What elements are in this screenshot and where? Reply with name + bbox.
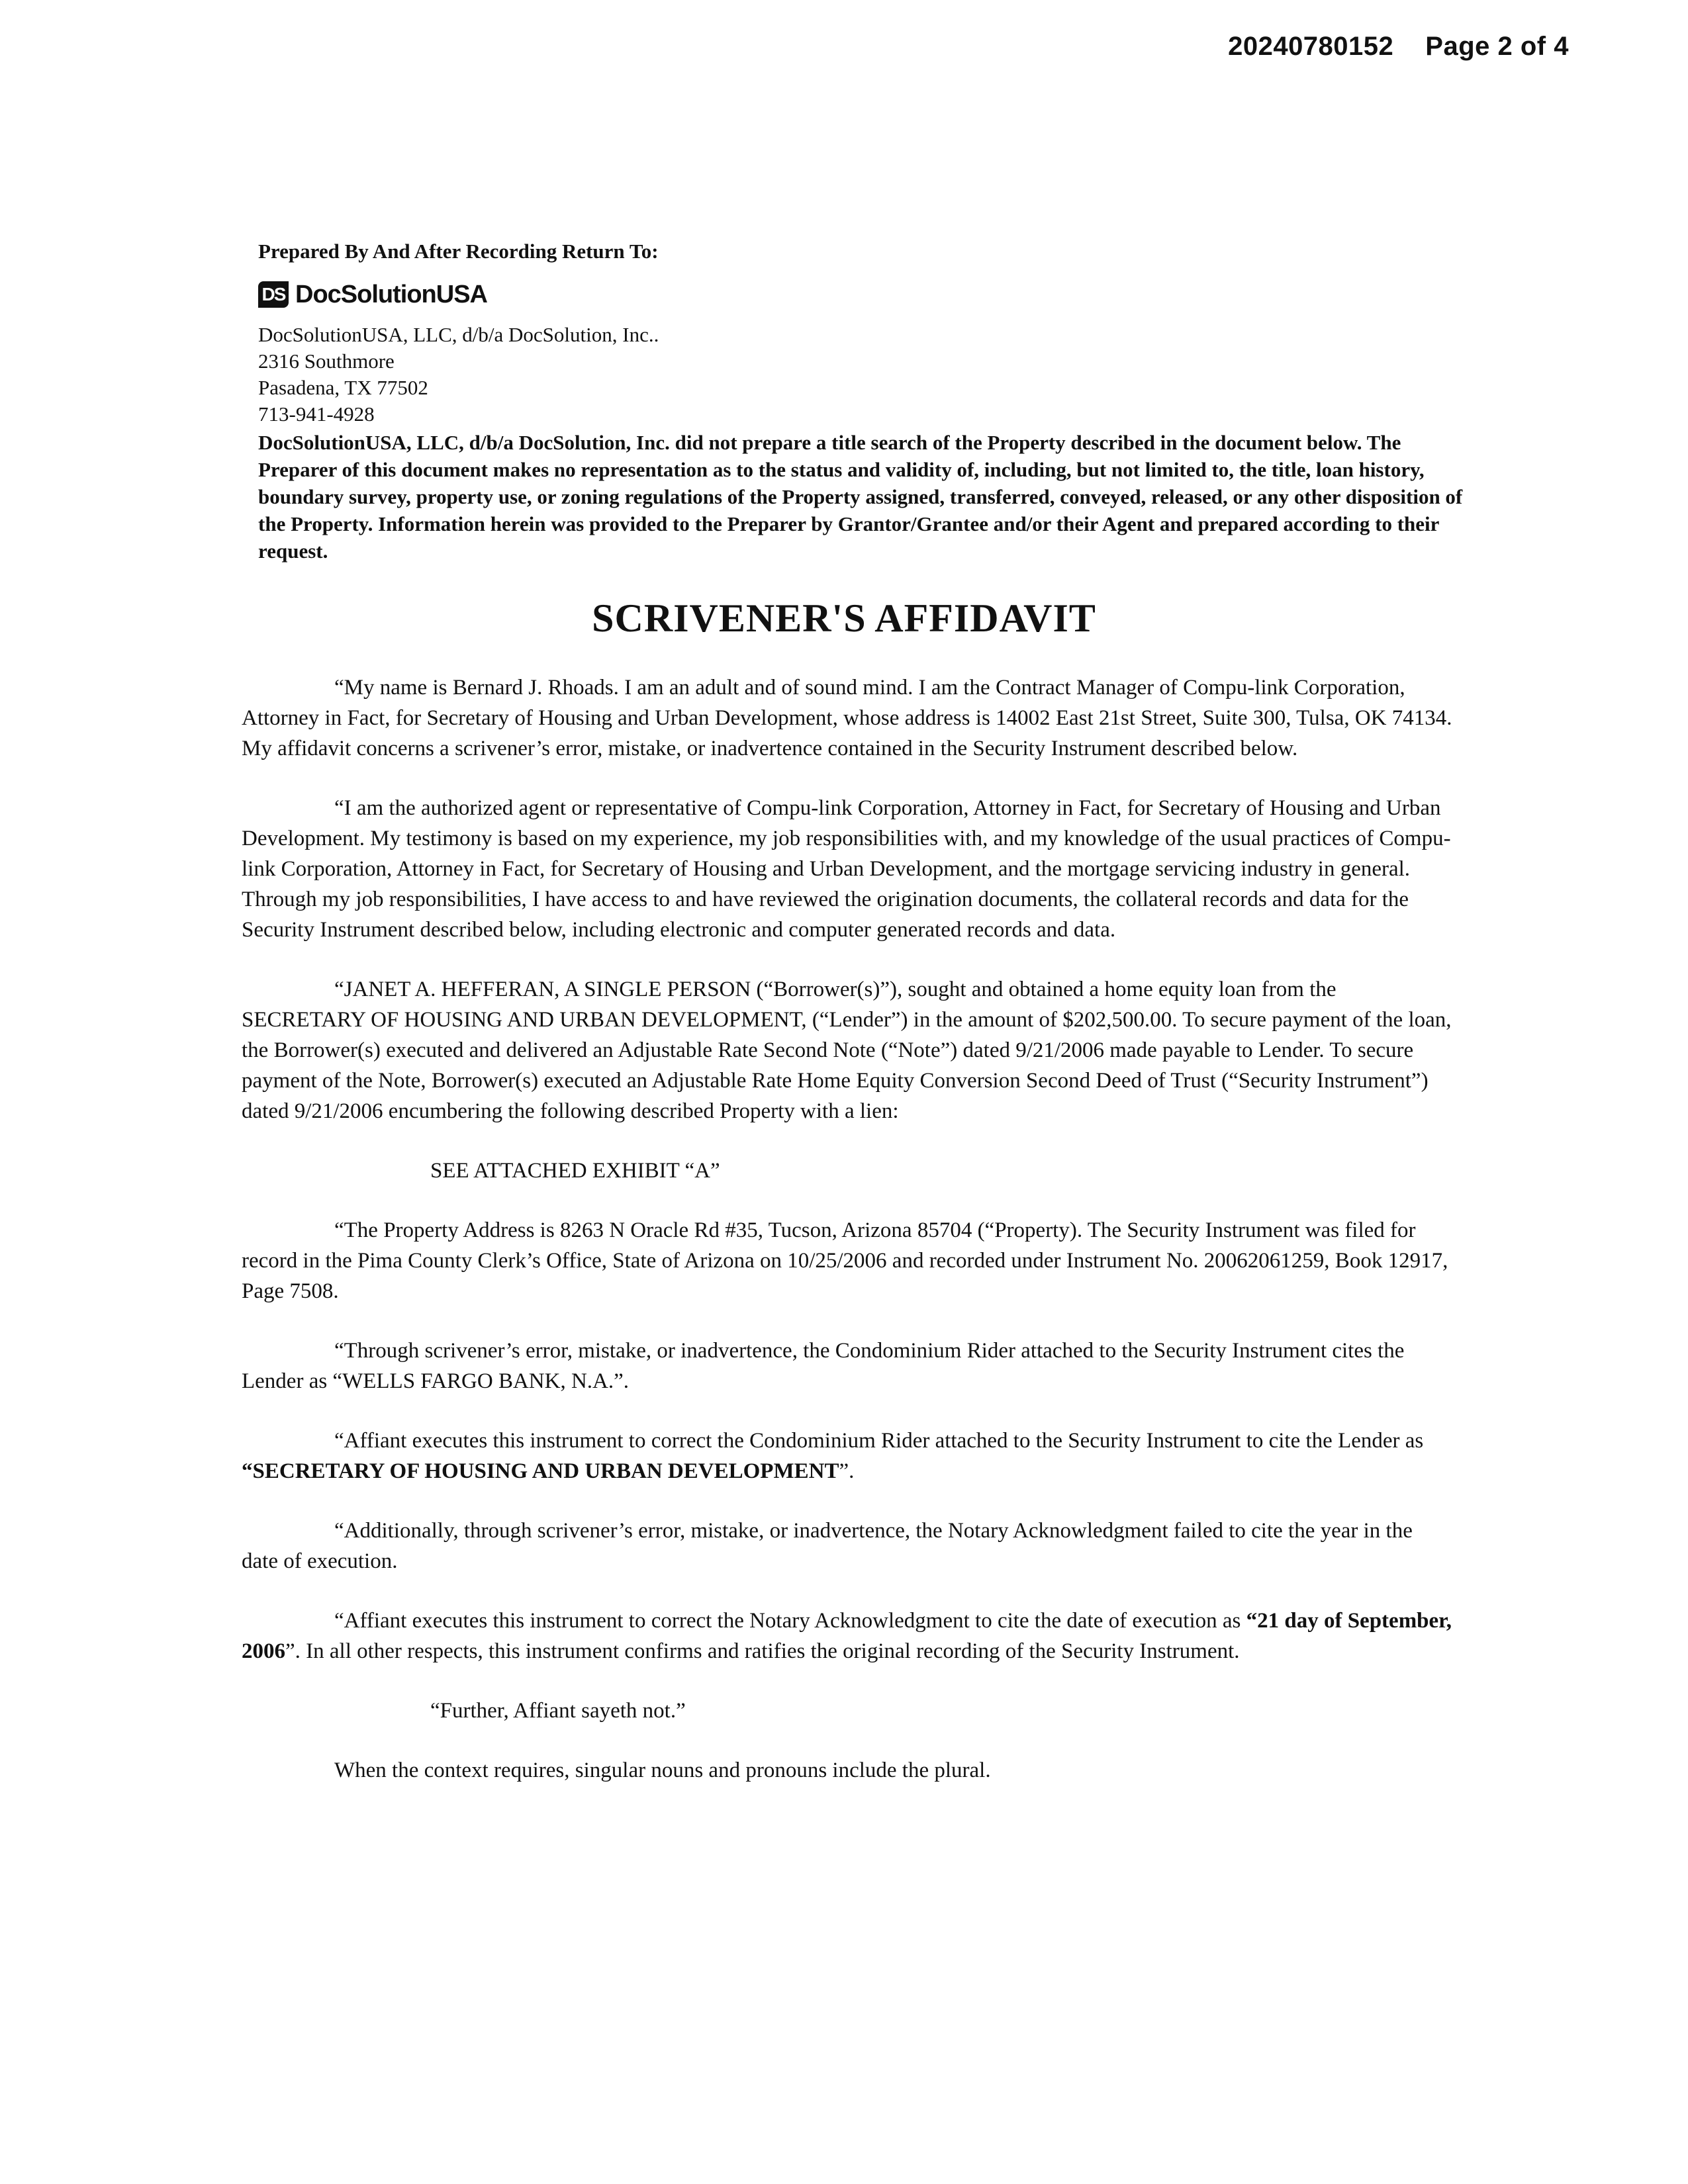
recording-number: 20240780152 [1228, 32, 1394, 61]
preparer-block [258, 240, 1463, 565]
text-segment: ”. [839, 1459, 855, 1483]
text-segment: ”. In all other respects, this instrument confirms and ratifies the original recording of the Security Instrument. [285, 1639, 1240, 1663]
phone-line: 713-941-4928 [258, 402, 375, 426]
document-title: SCRIVENER'S AFFIDAVIT [592, 596, 1096, 640]
address-line: DocSolutionUSA, LLC, d/b/a DocSolution, Inc.. [258, 323, 659, 346]
paragraph-authority: “I am the authorized agent or representative of Compu-link Corporation, Attorney in Fact, for Secretary of Housing and Urban Development. My testimony is based on my experience, my job responsibilities with, and my knowledge of the usual practices of Compu-link Corporation, Attorney in Fact, for Secretary of Housing and Urban Development, and the mortgage servicing industry in general. Through my job responsibilities, I have access to and have reviewed the origination documents, the collateral records and data for the Security Instrument described below, including electronic and computer generated records and data. [242, 796, 1451, 942]
paragraph-loan-details: “JANET A. HEFFERAN, A SINGLE PERSON (“Borrower(s)”), sought and obtained a home equity loan from the SECRETARY OF HOUSING AND URBAN DEVELOPMENT, (“Lender”) in the amount of $202,500.00. To secure payment of the loan, the Borrower(s) executed and delivered an Adjustable Rate Second Note (“Note”) dated 9/21/2006 made payable to Lender. To secure payment of the Note, Borrower(s) executed an Adjustable Rate Home Equity Conversion Second Deed of Trust (“Security Instrument”) dated 9/21/2006 encumbering the following described Property with a lien: [242, 978, 1452, 1123]
address-line: 2316 Southmore [258, 349, 395, 373]
paragraph-notary-error: “Additionally, through scrivener’s error, mistake, or inadvertence, the Notary Acknowledgment failed to cite the year in the date of execution. [242, 1519, 1413, 1573]
ds-logo-icon: DS [258, 281, 289, 308]
affidavit-body [242, 672, 1453, 1815]
paragraph-property-address: “The Property Address is 8263 N Oracle Rd #35, Tucson, Arizona 85704 (“Property). The Security Instrument was filed for record in the Pima County Clerk’s Office, State of Arizona on 10/25/2006 and recorded under Instrument No. 20062061259, Book 12917, Page 7508. [242, 1218, 1448, 1303]
recording-header [1228, 32, 1569, 62]
page-label: Page 2 of 4 [1425, 32, 1569, 61]
paragraph-affiant-identity: “My name is Bernard J. Rhoads. I am an adult and of sound mind. I am the Contract Manager of Compu-link Corporation, Attorney in Fact, for Secretary of Housing and Urban Development, whose address is 14002 East 21st Street, Suite 300, Tulsa, OK 74134. My affidavit concerns a scrivener’s error, mistake, or inadvertence contained in the Security Instrument described below. [242, 676, 1452, 760]
exhibit-reference: SEE ATTACHED EXHIBIT “A” [430, 1159, 720, 1183]
paragraph-rider-correction [242, 1426, 1453, 1486]
logo-text: DocSolutionUSA [295, 280, 487, 308]
docsolution-logo [258, 278, 1463, 311]
bold-lender-name: “SECRETARY OF HOUSING AND URBAN DEVELOPMENT [242, 1459, 839, 1483]
paragraph-notary-correction [242, 1606, 1453, 1666]
bold-execution-date: “21 day of September, 2006 [242, 1609, 1452, 1663]
preparer-disclaimer: DocSolutionUSA, LLC, d/b/a DocSolution, Inc. did not prepare a title search of the Property described in the document below. The Preparer of this document makes no representation as to the status and validity of, including, but not limited to, the title, loan history, boundary survey, property use, or zoning regulations of the Property assigned, transferred, conveyed, released, or any other disposition of the Property. Information herein was provided to the Preparer by Grantor/Grantee and/or their Agent and prepared according to their request. [258, 431, 1463, 563]
text-segment: “Affiant executes this instrument to correct the Condominium Rider attached to the Security Instrument to cite the Lender as [334, 1429, 1424, 1453]
paragraph-closing: “Further, Affiant sayeth not.” [430, 1699, 686, 1723]
preparer-address [258, 322, 1463, 428]
text-segment: “Affiant executes this instrument to correct the Notary Acknowledgment to cite the date of execution as [334, 1609, 1246, 1633]
address-line: Pasadena, TX 77502 [258, 376, 428, 399]
paragraph-plural-note: When the context requires, singular nouns and pronouns include the plural. [334, 1758, 991, 1782]
preparer-heading: Prepared By And After Recording Return To: [258, 240, 659, 263]
paragraph-rider-error: “Through scrivener’s error, mistake, or inadvertence, the Condominium Rider attached to the Security Instrument cites the Lender as “WELLS FARGO BANK, N.A.”. [242, 1339, 1405, 1393]
